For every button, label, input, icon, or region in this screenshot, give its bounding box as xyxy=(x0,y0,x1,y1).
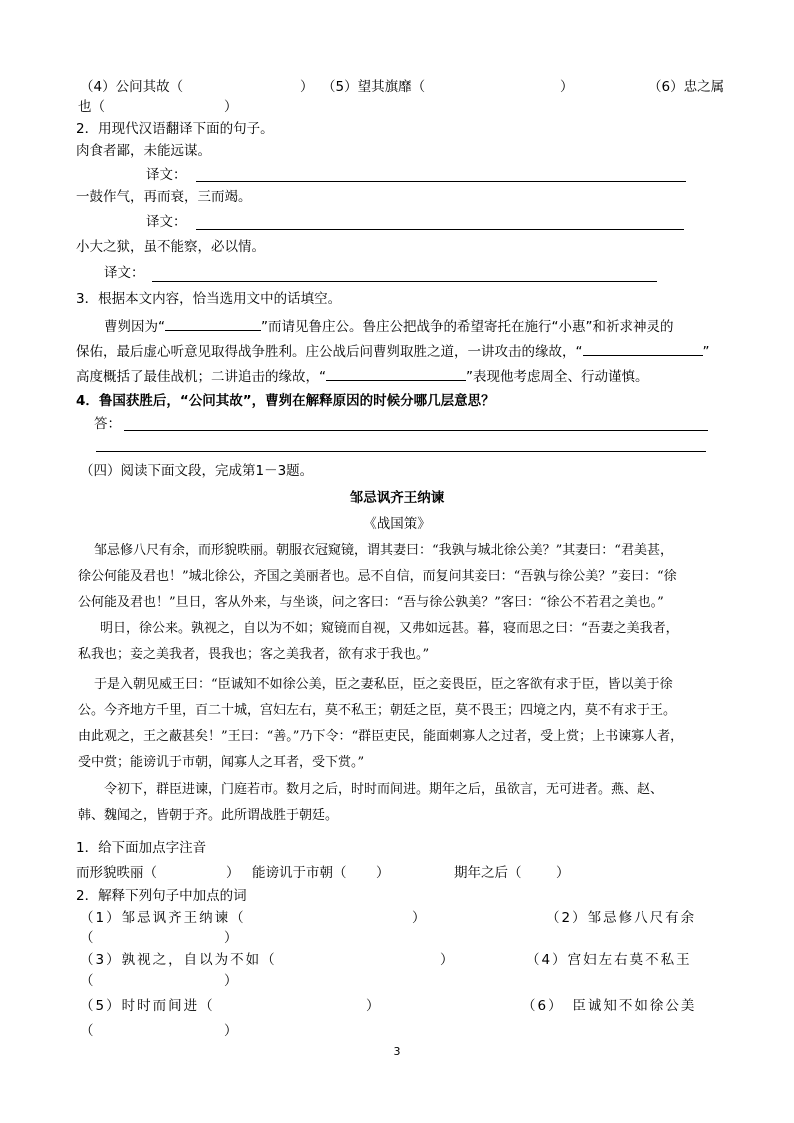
qb2-item6-open: （ xyxy=(80,1023,94,1039)
passage-p3-line3: 由此观之，王之蔽甚矣！”王曰：“善。”乃下令：“群臣吏民，能面刺寡人之过者，受上赏；上书谏寡人者， xyxy=(78,729,684,744)
qb2-item2-close: ） xyxy=(224,930,238,946)
qb2-title: 2．解释下列句子中加点的词 xyxy=(76,888,247,904)
q3-blank-1[interactable] xyxy=(165,316,261,331)
q1-item6: （6）忠之属 xyxy=(648,79,725,95)
page-number: 3 xyxy=(393,1045,401,1058)
passage-p3-line2: 公。今齐地方千里，百二十城，宫妇左右，莫不私王；朝廷之臣，莫不畏王；四境之内，莫不有求于王。 xyxy=(78,703,677,718)
qb1-item-a: 而形貌昳丽（ xyxy=(76,865,157,881)
qb1-item-c: 期年之后（ xyxy=(454,865,522,881)
q3-blank-3[interactable] xyxy=(326,366,466,381)
qb2-item2-open: （ xyxy=(80,930,94,946)
q2-answer-line-2[interactable] xyxy=(196,229,684,230)
q3-line1-start: 曹刿因为“ xyxy=(104,319,165,335)
q1-item5: （5）望其旗靡（ xyxy=(322,79,426,95)
qb2-item5: （5）时时而间进（ xyxy=(80,998,215,1014)
qb1-item-b-close: ） xyxy=(376,865,390,881)
q3-line3-start: 高度概括了最佳战机；二讲追击的缘故，“ xyxy=(76,369,326,385)
q2-answer-line-1[interactable] xyxy=(196,181,686,182)
passage-p4-line2: 韩、魏闻之，皆朝于齐。此所谓战胜于朝廷。 xyxy=(78,808,339,823)
q2-answer-label-3: 译文： xyxy=(104,265,145,281)
section4-heading: （四）阅读下面文段，完成第1－3题。 xyxy=(80,463,314,479)
q3-line2: 保佑，最后虚心听意见取得战争胜利。庄公战后问曹刿取胜之道，一讲攻击的缘故，“ xyxy=(76,344,583,360)
q4-answer-line-2[interactable] xyxy=(96,451,706,452)
qb2-item6: （6） 臣诚知不如徐公美 xyxy=(522,998,697,1014)
q3-blank-2[interactable] xyxy=(583,341,703,356)
qb2-item1-close: ） xyxy=(412,910,426,926)
qb2-item4: （4）宫妇左右莫不私王 xyxy=(526,952,692,968)
passage-p1-line2: 徐公何能及君也！”城北徐公，齐国之美丽者也。忌不自信，而复问其妾曰：“吾孰与徐公美？”妾曰：“徐 xyxy=(78,569,677,584)
qb1-title: 1．给下面加点字注音 xyxy=(76,840,207,856)
passage-p3-line1: 于是入朝见威王曰：“臣诚知不如徐公美，臣之妻私臣，臣之妾畏臣，臣之客欲有求于臣，皆以美于徐 xyxy=(94,677,673,692)
qb2-item2: （2）邹忌修八尺有余 xyxy=(546,910,697,926)
passage-p2-line2: 私我也；妾之美我者，畏我也；客之美我者，欲有求于我也。” xyxy=(78,647,430,662)
q4-answer-label: 答： xyxy=(94,416,121,432)
passage-p1-line1: 邹忌修八尺有余，而形貌昳丽。朝服衣冠窥镜，谓其妻曰：“我孰与城北徐公美？”其妻曰：“君美甚， xyxy=(94,543,673,558)
qb1-item-a-close: ） xyxy=(226,865,240,881)
passage-p3-line4: 受中赏；能谤讥于市朝，闻寡人之耳者，受下赏。” xyxy=(78,755,365,770)
qb2-item6-close: ） xyxy=(224,1023,238,1039)
q2-sentence-2: 一鼓作气，再而衰，三而竭。 xyxy=(76,189,252,205)
passage-source: 《战国策》 xyxy=(363,516,431,532)
q4-answer-line-1[interactable] xyxy=(124,430,708,431)
q2-answer-line-3[interactable] xyxy=(152,281,657,282)
q1-item4: （4）公问其故（ xyxy=(80,79,184,95)
q1-item6-cont-open: 也（ xyxy=(78,99,105,115)
passage-p1-line3: 公何能及君也！”旦日，客从外来，与坐谈，问之客曰：“吾与徐公孰美？”客曰：“徐公不若君之美也。” xyxy=(78,595,664,610)
q2-sentence-3: 小大之狱，虽不能察，必以情。 xyxy=(76,239,265,255)
qb2-item4-close: ） xyxy=(224,973,238,989)
q2-answer-label-2: 译文： xyxy=(146,214,187,230)
q2-answer-label-1: 译文： xyxy=(146,167,187,183)
q3-title: 3．根据本文内容，恰当选用文中的话填空。 xyxy=(76,291,342,307)
passage-p2-line1: 明日，徐公来。孰视之，自以为不如；窥镜而自视，又弗如远甚。暮，寝而思之曰：“吾妻之美我者， xyxy=(100,621,679,636)
qb2-item1: （1）邹忌讽齐王纳谏（ xyxy=(80,910,246,926)
passage-title: 邹忌讽齐王纳谏 xyxy=(349,490,445,506)
passage-p4-line1: 令初下，群臣进谏，门庭若市。数月之后，时时而间进。期年之后，虽欲言，无可进者。燕、赵、 xyxy=(104,782,664,797)
qb2-item3: （3）孰视之，自以为不如（ xyxy=(80,952,277,968)
q4-title: 4．鲁国获胜后，“公问其故”，曹刿在解释原因的时候分哪几层意思？ xyxy=(76,393,495,409)
q3-line2-end: ” xyxy=(702,344,710,360)
qb2-item5-close: ） xyxy=(366,998,380,1014)
qb1-item-b: 能谤讥于市朝（ xyxy=(252,865,347,881)
q1-item5-close: ） xyxy=(560,79,574,95)
qb2-item4-open: （ xyxy=(80,973,94,989)
q2-title: 2．用现代汉语翻译下面的句子。 xyxy=(76,121,274,137)
q3-line3-end: ”表现他考虑周全、行动谨慎。 xyxy=(466,369,649,385)
q2-sentence-1: 肉食者鄙，未能远谋。 xyxy=(76,143,211,159)
q1-item4-close: ） xyxy=(300,79,314,95)
q3-line1-end: ”而请见鲁庄公。鲁庄公把战争的希望寄托在施行“小惠”和祈求神灵的 xyxy=(261,319,674,335)
q1-item6-cont-close: ） xyxy=(224,99,238,115)
qb1-item-c-close: ） xyxy=(556,865,570,881)
qb2-item3-close: ） xyxy=(440,952,454,968)
